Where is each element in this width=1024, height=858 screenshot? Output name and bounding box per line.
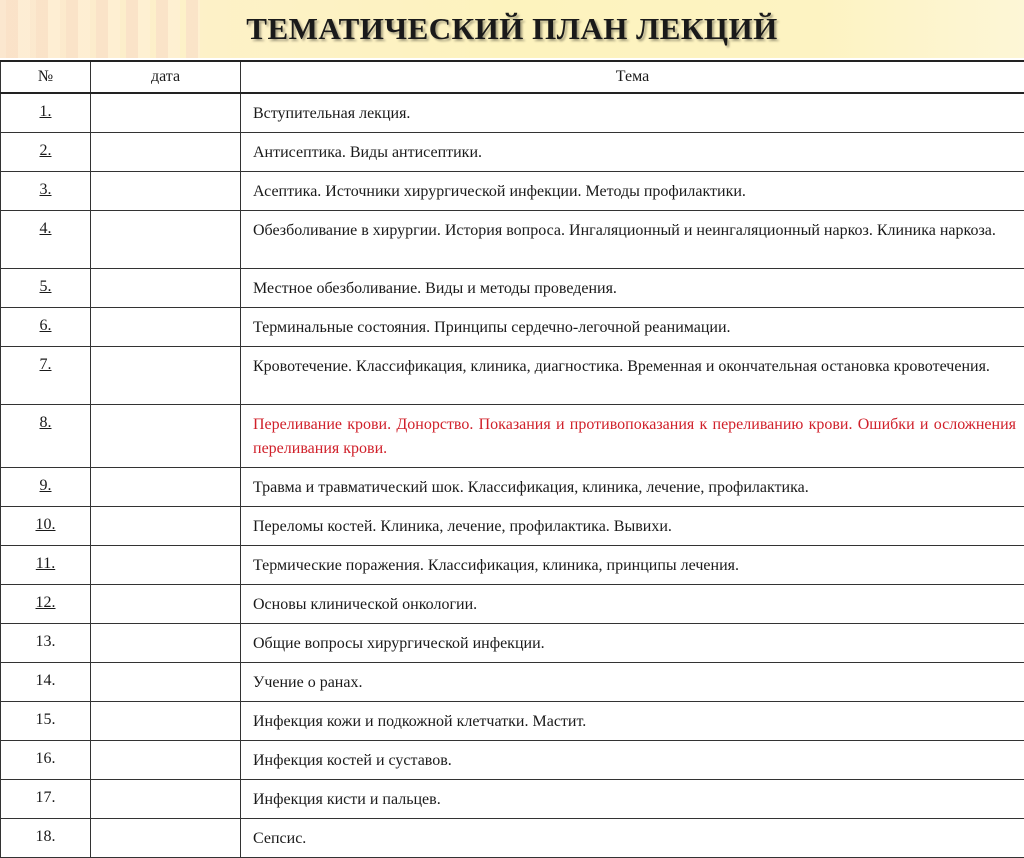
row-date [91, 347, 241, 405]
row-number-text: 14. [36, 672, 56, 689]
row-number-text: 12. [36, 594, 56, 611]
table-row [1, 507, 1024, 546]
row-number-text: 3. [40, 181, 52, 198]
table-row [1, 585, 1024, 624]
row-number-text: 10. [36, 516, 56, 533]
row-number-text: 7. [40, 356, 52, 373]
row-number-text: 11. [36, 555, 55, 572]
row-number [1, 819, 91, 858]
row-number-text: 4. [40, 220, 52, 237]
row-number-text: 15. [36, 711, 56, 728]
row-number [1, 468, 91, 507]
row-number [1, 211, 91, 269]
row-topic: Инфекция кисти и пальцев. [241, 780, 1024, 819]
row-date [91, 702, 241, 741]
row-number [1, 347, 91, 405]
row-topic: Учение о ранах. [241, 663, 1024, 702]
row-date [91, 819, 241, 858]
row-topic: Терминальные состояния. Принципы сердечно-легочной реанимации. [241, 308, 1024, 347]
row-date [91, 741, 241, 780]
header-topic: Тема [241, 61, 1024, 93]
table-row [1, 624, 1024, 663]
row-number-text: 16. [36, 750, 56, 767]
row-date [91, 269, 241, 308]
row-date [91, 93, 241, 133]
table-row [1, 819, 1024, 858]
page-title: ТЕМАТИЧЕСКИЙ ПЛАН ЛЕКЦИЙ [0, 0, 1024, 58]
table-row [1, 741, 1024, 780]
row-topic: Инфекция костей и суставов. [241, 741, 1024, 780]
table-body [1, 93, 1024, 858]
row-date [91, 624, 241, 663]
row-number [1, 133, 91, 172]
row-date [91, 507, 241, 546]
row-number-text: 13. [36, 633, 56, 650]
row-date [91, 308, 241, 347]
row-topic: Основы клинической онкологии. [241, 585, 1024, 624]
table-row [1, 468, 1024, 507]
table-row [1, 93, 1024, 133]
row-topic: Травма и травматический шок. Классификация, клиника, лечение, профилактика. [241, 468, 1024, 507]
table-row [1, 702, 1024, 741]
row-number [1, 546, 91, 585]
row-date [91, 133, 241, 172]
header-number: № [1, 61, 91, 93]
row-number [1, 172, 91, 211]
row-number [1, 741, 91, 780]
row-date [91, 172, 241, 211]
row-number-text: 5. [40, 278, 52, 295]
row-date [91, 585, 241, 624]
row-number [1, 269, 91, 308]
row-number-text: 6. [40, 317, 52, 334]
header-date: дата [91, 61, 241, 93]
table-header-row [1, 61, 1024, 93]
row-number-text: 8. [40, 414, 52, 431]
row-date [91, 780, 241, 819]
row-number [1, 663, 91, 702]
row-date [91, 546, 241, 585]
table-row [1, 172, 1024, 211]
row-date [91, 663, 241, 702]
table-row [1, 780, 1024, 819]
table-row [1, 546, 1024, 585]
row-number [1, 308, 91, 347]
row-date [91, 405, 241, 468]
row-topic: Вступительная лекция. [241, 93, 1024, 133]
row-topic: Антисептика. Виды антисептики. [241, 133, 1024, 172]
row-topic: Термические поражения. Классификация, клиника, принципы лечения. [241, 546, 1024, 585]
row-number [1, 780, 91, 819]
row-number [1, 93, 91, 133]
row-topic: Переливание крови. Донорство. Показания и противопоказания к переливанию крови. Ошибки и осложнения переливания крови. [241, 405, 1024, 468]
row-number [1, 507, 91, 546]
row-number-text: 2. [40, 142, 52, 159]
table-row [1, 308, 1024, 347]
row-number-text: 9. [40, 477, 52, 494]
row-date [91, 211, 241, 269]
row-topic: Сепсис. [241, 819, 1024, 858]
table-row [1, 133, 1024, 172]
lecture-plan-table [0, 60, 1024, 858]
row-number-text: 17. [36, 789, 56, 806]
row-topic: Обезболивание в хирургии. История вопроса. Ингаляционный и неингаляционный наркоз. Клиника наркоза. [241, 211, 1024, 269]
table-row [1, 405, 1024, 468]
row-number [1, 405, 91, 468]
row-number-text: 18. [36, 828, 56, 845]
row-topic: Переломы костей. Клиника, лечение, профилактика. Вывихи. [241, 507, 1024, 546]
row-number [1, 624, 91, 663]
row-topic: Местное обезболивание. Виды и методы проведения. [241, 269, 1024, 308]
row-number [1, 702, 91, 741]
table-row [1, 663, 1024, 702]
row-date [91, 468, 241, 507]
row-number [1, 585, 91, 624]
row-topic: Асептика. Источники хирургической инфекции. Методы профилактики. [241, 172, 1024, 211]
row-number-text: 1. [40, 103, 52, 120]
table-row [1, 269, 1024, 308]
row-topic: Инфекция кожи и подкожной клетчатки. Мастит. [241, 702, 1024, 741]
row-topic: Кровотечение. Классификация, клиника, диагностика. Временная и окончательная остановка кровотечения. [241, 347, 1024, 405]
table-row [1, 211, 1024, 269]
row-topic: Общие вопросы хирургической инфекции. [241, 624, 1024, 663]
table-row [1, 347, 1024, 405]
